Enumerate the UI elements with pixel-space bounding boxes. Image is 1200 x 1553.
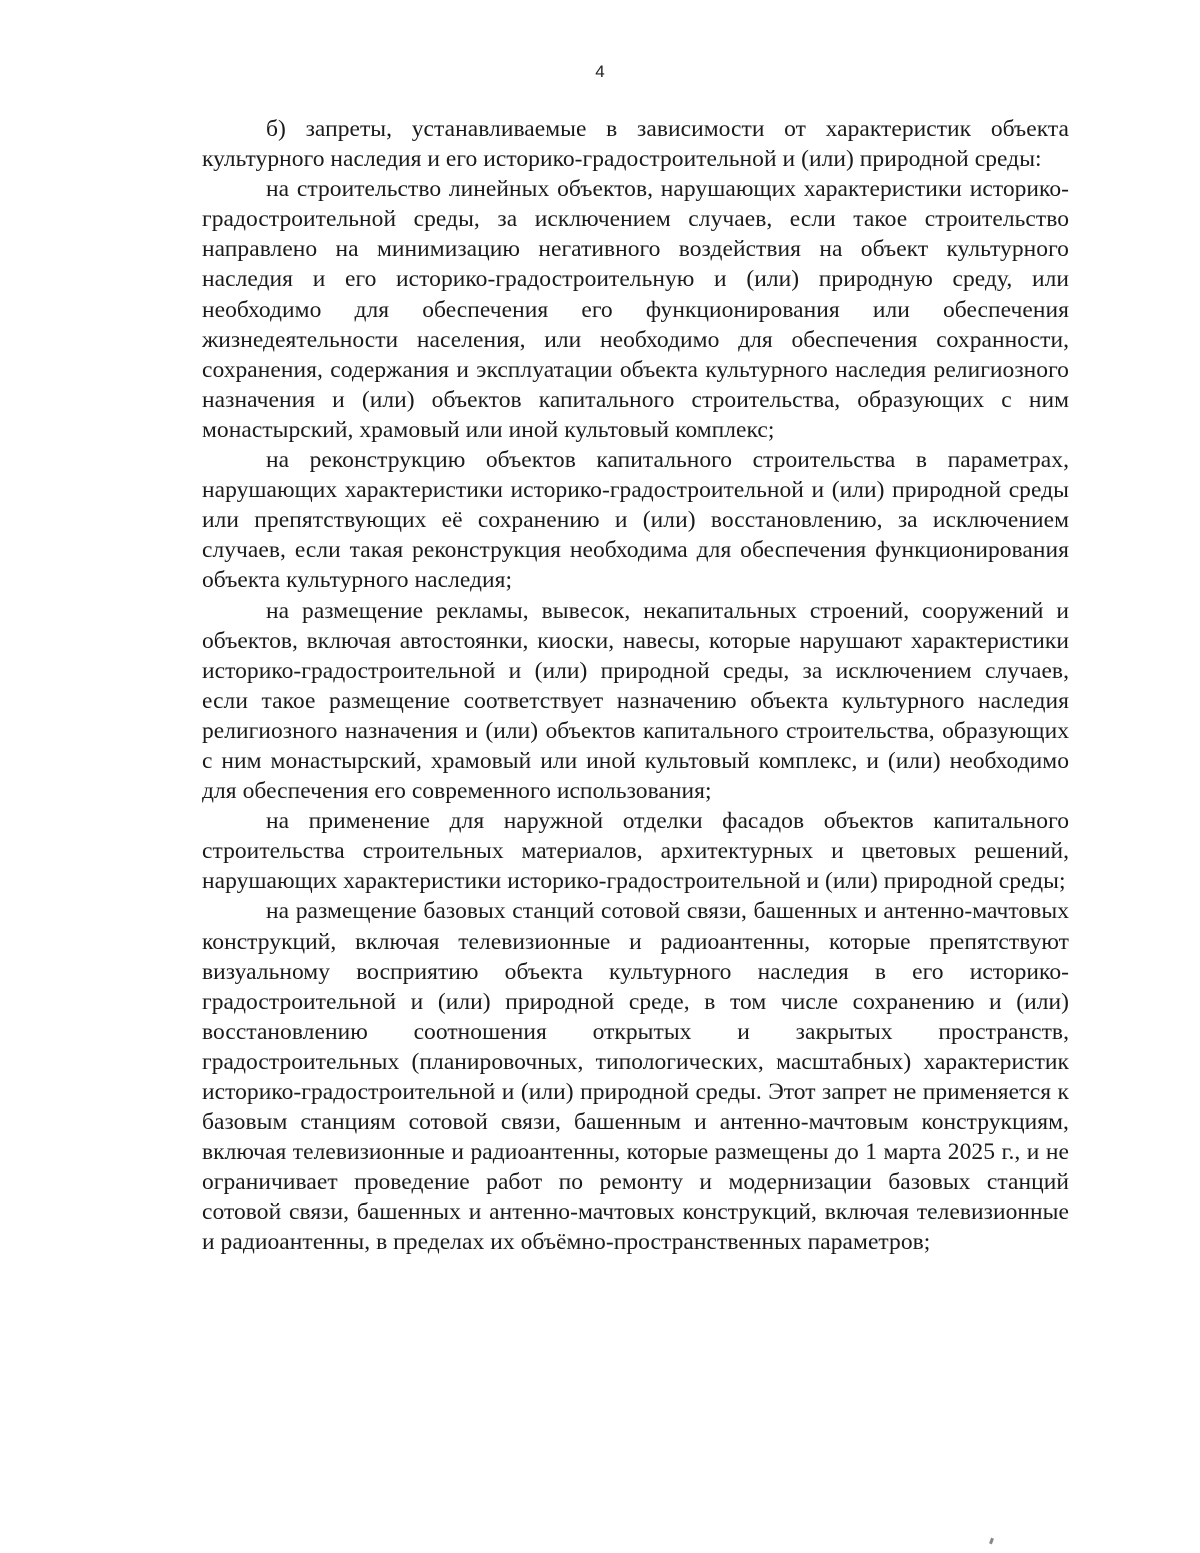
paragraph-advertising: на размещение рекламы, вывесок, некапитальных строений, сооружений и объектов, включая автостоянки, киоски, навесы, которые нарушают характеристики историко-градостроительной и (или) природной среды, за исключением случаев, если такое размещение соответствует назначению объекта культурного наследия религиозного назначения и (или) объектов капитального строительства, образующих с ним монастырский, храмовый или иной культовый комплекс, и (или) необходимо для обеспечения его современного использования; — [202, 597, 1069, 805]
paragraph-facade-finishing: на применение для наружной отделки фасадов объектов капитального строительства строительных материалов, архитектурных и цветовых решений, нарушающих характеристики историко-градостроительной и (или) природной среды; — [202, 808, 1069, 895]
paragraph-reconstruction: на реконструкцию объектов капитального строительства в параметрах, нарушающих характеристики историко-градостроительной и (или) природной среды или препятствующих её сохранению и (или) восстановлению, за исключением случаев, если такая реконструкция необходима для обеспечения функционирования объекта культурного наследия; — [202, 447, 1069, 594]
paragraph-base-stations: на размещение базовых станций сотовой связи, башенных и антенно-мачтовых конструкций, включая телевизионные и радиоантенны, которые препятствуют визуальному восприятию объекта культурного наследия в его историко-градостроительной и (или) природной среде, в том числе сохранению и (или) восстановлению соотношения открытых и закрытых пространств, градостроительных (планировочных, типологических, масштабных) характеристик историко-градостроительной и (или) природной среды. Этот запрет не применяется к базовым станциям сотовой связи, башенным и антенно-мачтовым конструкциям, включая телевизионные и радиоантенны, которые размещены до 1 марта 2025 г., и не ограничивает проведение работ по ремонту и модернизации базовых станций сотовой связи, башенных и антенно-мачтовых конструкций, включая телевизионные и радиоантенны, в пределах их объёмно-пространственных параметров; — [202, 898, 1069, 1256]
paragraph-linear-objects: на строительство линейных объектов, нарушающих характеристики историко-градостроительной среды, за исключением случаев, если такое строительство направлено на минимизацию негативного воздействия на объект культурного наследия и его историко-градостроительную и (или) природную среду, или необходимо для обеспечения его функционирования или обеспечения жизнедеятельности населения, или необходимо для обеспечения сохранности, сохранения, содержания и эксплуатации объекта культурного наследия религиозного назначения и (или) объектов капитального строительства, образующих с ним монастырский, храмовый или иной культовый комплекс; — [202, 176, 1069, 443]
page-number: 4 — [595, 62, 605, 81]
scan-artifact-mark — [989, 1538, 994, 1545]
document-body — [202, 114, 1069, 1258]
paragraph-prohibitions-intro: б) запреты, устанавливаемые в зависимости от характеристик объекта культурного наследия и его историко-градостроительной и (или) природной среды: — [202, 116, 1069, 173]
